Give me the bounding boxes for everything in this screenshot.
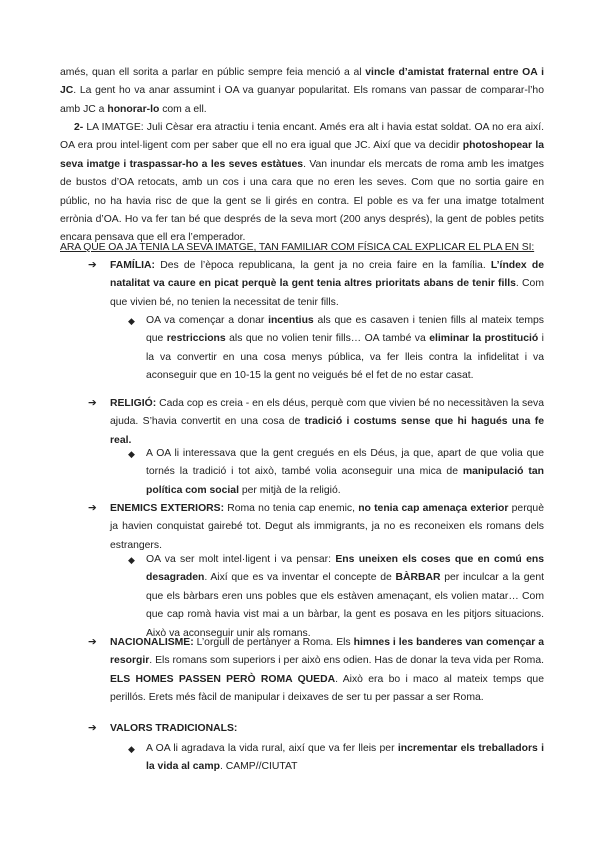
bold-phrase: no tenia cap amenaça exterior (358, 503, 509, 514)
bold-phrase: tradició i costums sense que hi hagués una fe real. (110, 416, 544, 446)
bold-phrase: restriccions (166, 333, 226, 345)
bold-phrase: L’índex de natalitat va caure en picat perquè la gent tenia altres prioritats abans de tenir fills (110, 260, 544, 290)
item-label: ENEMICS EXTERIORS: (110, 503, 225, 514)
sub-item-enemics: ◆ OA va ser molt intel·ligent i va pensar: Ens uneixen els coses que en comú ens desagraden. Així que es va inventar el concepte de BÀRBAR per inculcar a la gent que els bàrbars eren uns pobles que els estàven amenaçant, els volien matar… Com que cap romà havia vist mai a un bàrbar, la gent es posava en les pitjors situacions. Això va aconseguir unir als romans. (128, 551, 544, 643)
list-item-nacionalisme: ➔ NACIONALISME: L’orgull de pertànyer a Roma. Els himnes i les banderes van començar a resorgir. Els romans som superiors i per això ens odien. Has de donar la teva vida per Roma. ELS HOMES PASSEN PERÒ ROMA QUEDA. Això era bo i maco al mateix temps que perillós. Erets més fàcil de manipular i deixaves de ser tu per passar a ser Roma. (88, 634, 544, 708)
bold-phrase: incrementar els treballadors i la vida al camp (146, 743, 544, 773)
bold-phrase: himnes i les banderes van començar a resorgir (110, 637, 545, 667)
item-label: VALORS TRADICIONALS: (110, 723, 238, 734)
section-heading: ARA QUE OA JA TENIA LA SEVA IMATGE, TAN FAMILIAR COM FÍSICA CAL EXPLICAR EL PLA EN SI: (60, 242, 535, 253)
diamond-bullet-icon: ◆ (128, 744, 135, 754)
paragraph-image: 2- LA IMATGE: Juli Cèsar era atractiu i tenia encant. Amés era alt i havia estat soldat. OA no era així. OA era prou intel·ligent com per saber que ell no era igual que JC. Així que va decidir photoshopear la seva imatge i traspassar-ho a les seves estàtues. Van inundar els mercats de roma amb les imatges de bustos d’OA retocats, amb un cos i una cara que no eren les seves. Com que no sortia gaire en públic, no ha havia risc de que la gent se li girés en contra. El poble es va fer una imatge totalment errònia d’OA. Ho va fer tan bé que després de la seva mort (200 anys després), la gent de pobles petits encara pensava que ell era l’emperador. (60, 122, 545, 244)
list-item-valors (88, 720, 544, 738)
list-item-enemics: ➔ ENEMICS EXTERIORS: Roma no tenia cap enemic, no tenia cap amenaça exterior perquè ja havien conquistat gairebé tot. Degut als immigrants, ja no es reconeixen els romans dels estrangers. (88, 500, 544, 555)
arrow-bullet-icon: ➔ (88, 723, 97, 734)
bold-phrase: incentius (268, 315, 314, 326)
item-label: NACIONALISME: (110, 637, 194, 648)
sub-item-familia: ◆ OA va començar a donar incentius als que es casaven i tenien fills al mateix temps que restriccions als que no volien tenir fills… OA també va eliminar la prostitució i la va convertir en una cosa menys pública, va fer lleis contra la infidelitat i va aconseguir que en 10-15 la gent no veigués bé el fet de no estar casat. (128, 312, 544, 386)
arrow-bullet-icon: ➔ (88, 398, 97, 409)
sub-item-valors: ◆ A OA li agradava la vida rural, així que va fer lleis per incrementar els treballadors i la vida al camp. CAMP//CIUTAT (128, 740, 544, 777)
sub-item-religio: ◆ A OA li interessava que la gent cregués en els Déus, ja que, apart de que volia que tornés la tradició i tot això, també volia aconseguir una mica de manipulació tan política com social per mitjà de la religió. (128, 445, 544, 500)
bold-phrase: ELS HOMES PASSEN PERÒ ROMA QUEDA (110, 673, 336, 685)
diamond-bullet-icon: ◆ (128, 316, 135, 326)
section-number: 2- (74, 122, 84, 133)
bold-phrase: Ens uneixen els coses que en comú ens desagraden (146, 554, 544, 584)
diamond-bullet-icon: ◆ (128, 449, 135, 459)
arrow-bullet-icon: ➔ (88, 260, 97, 271)
arrow-bullet-icon: ➔ (88, 503, 97, 514)
arrow-bullet-icon: ➔ (88, 637, 97, 648)
bold-phrase: honorar-lo (107, 103, 160, 115)
bold-phrase: BÀRBAR (395, 572, 441, 584)
diamond-bullet-icon: ◆ (128, 555, 135, 565)
list-item-religio: ➔ RELIGIÓ: Cada cop es creia - en els déus, perquè com que vivien bé no necessitàven la seva ajuda. S’havia convertit en una cosa de tradició i costums sense que hi hagués una fe real. (88, 395, 544, 450)
bold-phrase: photoshopear la seva imatge i traspassar-ho a les seves estàtues (60, 140, 544, 170)
paragraph-intro: amés, quan ell sorita a parlar en públic sempre feia menció a al vincle d’amistat fraternal entre OA i JC. La gent ho va anar assumint i OA va guanyar popularitat. Els romans van passar de comparar-l’ho amb JC a honorar-lo com a ell. (60, 67, 544, 115)
bold-phrase: manipulació tan política com social (146, 466, 544, 496)
bold-phrase: eliminar la prostitució (429, 333, 539, 345)
bold-phrase: vincle d’amistat fraternal entre OA i JC (60, 67, 544, 97)
item-label: RELIGIÓ: (110, 398, 157, 409)
item-label: FAMÍLIA: (110, 260, 156, 271)
list-item-familia: ➔ FAMÍLIA: Des de l’època republicana, la gent ja no creia faire en la família. L’índex de natalitat va caure en picat perquè la gent tenia altres prioritats abans de tenir fills. Com que vivien bé, no tenien la necessitat de tenir fills. (88, 257, 544, 312)
